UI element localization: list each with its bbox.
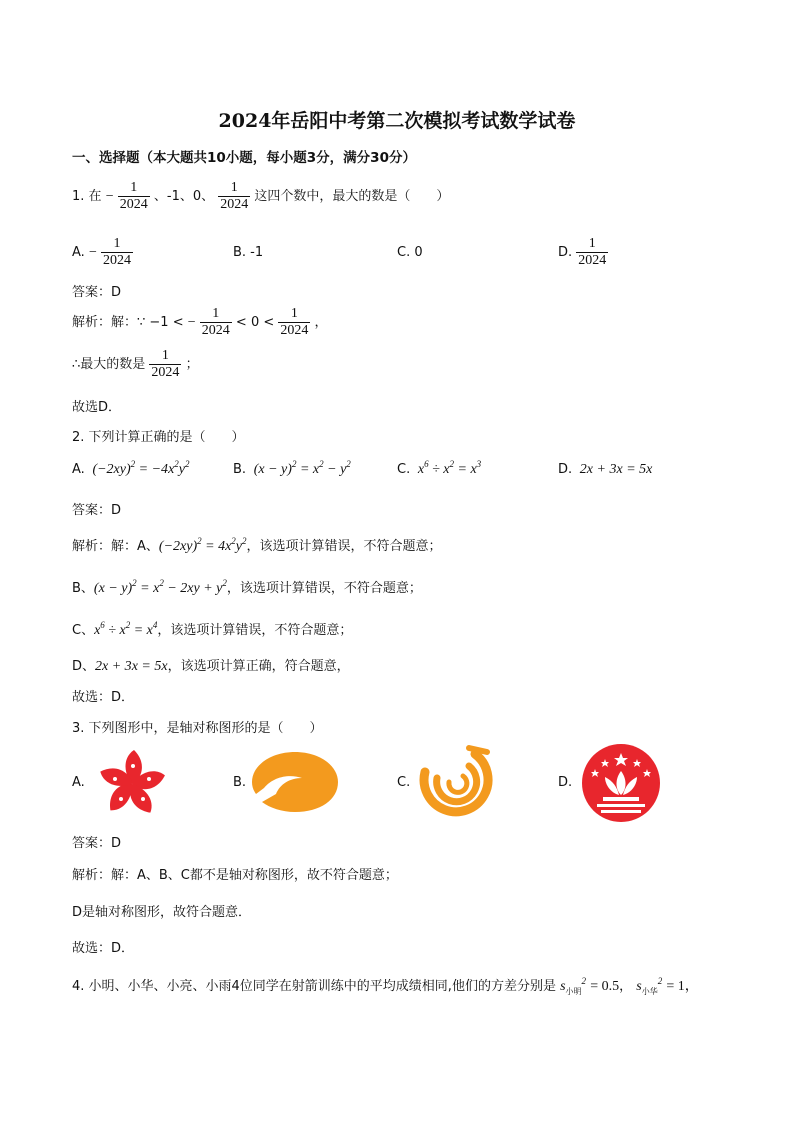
q3-exp-1: 解析：解：A、B、C都不是轴对称图形，故不符合题意； — [72, 868, 398, 883]
q3-option-d-label: D. — [558, 775, 573, 790]
q2-stem: 2. 下列计算正确的是（ ） — [72, 430, 245, 445]
q1-option-b: B. -1 — [233, 245, 264, 260]
q1-option-d: D. $\frac{1}{2024}$ — [558, 236, 607, 268]
q1-stem: 1. 在 − $\frac{1}{2024}$ 、-1、0、 $\frac{1}{2024}$ 这四个数中，最大的数是（ ） — [72, 180, 450, 212]
q1-explanation: 解析：解：∵ −1 < − $\frac{1}{2024}$ < 0 < $\frac{1}{2024}$ ， — [72, 306, 328, 338]
q2-option-d: D. 2x + 3x = 5x — [558, 462, 653, 477]
q1-frac-pos: $\frac{1}{2024}$ — [220, 180, 249, 212]
q4-stem: 4. 小明、小华、小亮、小雨4位同学在射箭训练中的平均成绩相同,他们的方差分别是 $s_{小明}^2 = 0.5$， $s_{小华}^2 = 1$， — [72, 976, 699, 996]
q3-option-a-label: A. — [72, 775, 85, 790]
q2-exp-b: B、$(x - y)^2 = x^2 - 2xy + y^2$，该选项计算错误，不符合题意； — [72, 578, 422, 596]
q2-exp-a: 解析：解：A、$(-2xy)^2 = 4x^2y^2$，该选项计算错误，不符合题意； — [72, 536, 442, 554]
q1-tail: 这四个数中，最大的数是（ ） — [254, 189, 450, 204]
q1-choose: 故选D． — [72, 400, 122, 415]
q1-frac-neg: $\frac{1}{2024}$ — [119, 180, 148, 212]
page-title: 2024年岳阳中考第二次模拟考试数学试卷 — [218, 110, 576, 132]
q1-mid: 、-1、0、 — [153, 189, 215, 204]
q3-stem: 3. 下列图形中，是轴对称图形的是（ ） — [72, 721, 323, 736]
orange-swirl-logo-icon — [415, 742, 495, 822]
q3-exp-2: D是轴对称图形，故符合题意． — [72, 905, 252, 920]
q1-explanation-2: ∴最大的数是 $\frac{1}{2024}$ ； — [72, 348, 199, 380]
q1-answer: 答案：D — [72, 285, 122, 300]
q2-answer: 答案：D — [72, 503, 122, 518]
q2-option-a: A. $(-2xy)^2 = -4x^2y^2$ — [72, 459, 190, 477]
q3-answer: 答案：D — [72, 836, 122, 851]
q3-option-b-label: B. — [233, 775, 247, 790]
q3-choose: 故选：D． — [72, 941, 135, 956]
orange-crescent-logo-icon — [250, 748, 340, 816]
q1-option-c: C. 0 — [397, 245, 423, 260]
q1-lead: 1. 在 — [72, 189, 102, 204]
q2-exp-c: C、$x^6 \div x^2 = x^4$，该选项计算错误，不符合题意； — [72, 620, 353, 638]
q1-option-a: A. − $\frac{1}{2024}$ — [72, 236, 131, 268]
q2-option-b: B. $(x - y)^2 = x^2 - y^2$ — [233, 459, 351, 477]
q3-option-c-label: C. — [397, 775, 411, 790]
macau-emblem-icon — [580, 742, 662, 824]
bauhinia-flower-icon — [92, 744, 172, 824]
q2-exp-d: D、2x + 3x = 5x，该选项计算正确，符合题意， — [72, 659, 350, 674]
section-heading: 一、选择题（本大题共10小题，每小题3分，满分30分） — [72, 150, 416, 166]
q2-option-c: C. $x^6 \div x^2 = x^3$ — [397, 459, 482, 477]
q2-choose: 故选：D． — [72, 690, 135, 705]
